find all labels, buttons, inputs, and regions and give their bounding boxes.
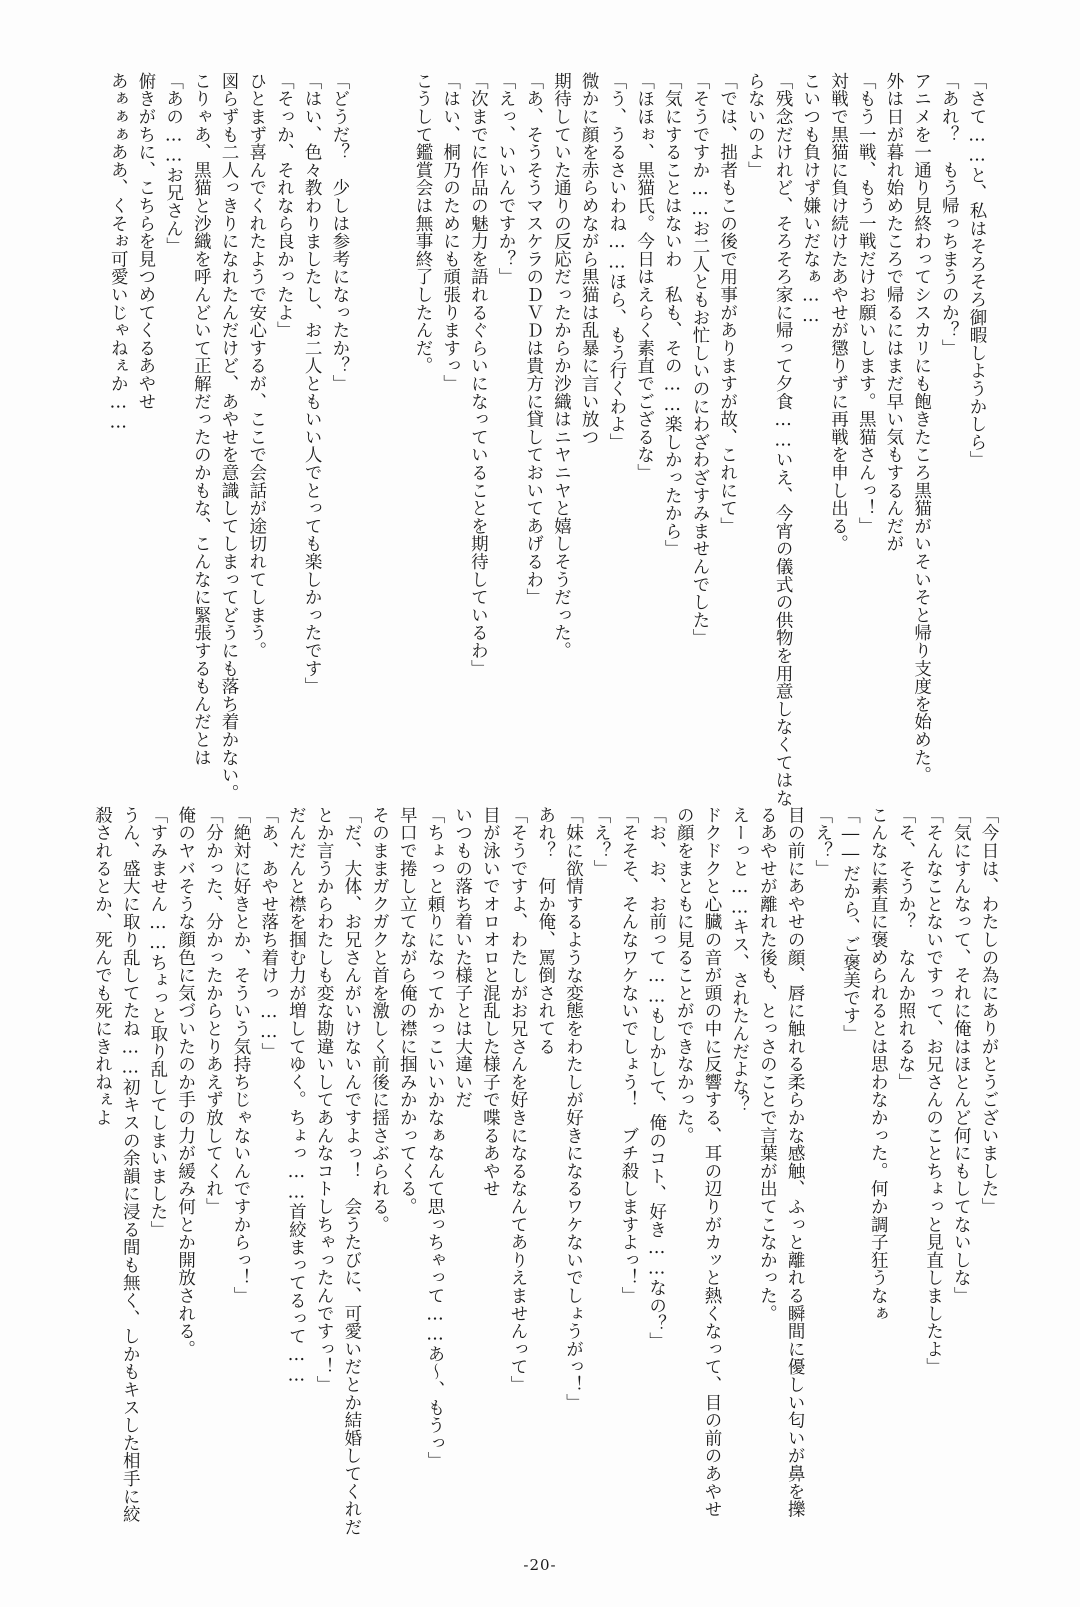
- text-line: 「もう一戦、もう一戦だけお願いします。黒猫さんっ！」: [856, 72, 877, 535]
- text-line: るあやせが離れた後も、とっさのことで言葉が出てこなかった。: [757, 806, 778, 1323]
- page-number: -20-: [523, 1556, 557, 1574]
- text-line: 「気にすることはないわ 私も、その……楽しかったから」: [662, 72, 683, 558]
- text-line: こうして鑑賞会は無事終了したんだ。: [412, 72, 433, 375]
- text-line: 「そんなことないですって、お兄さんのことちょっと見直しましたよ」: [923, 806, 944, 1376]
- text-line: うん、盛大に取り乱してたね……初キスの余韻に浸る間も無く、しかもキスした相手に絞: [120, 806, 141, 1523]
- text-line: 「はい、桐乃のためにも頑張りますっ」: [440, 72, 461, 393]
- text-line: こいつも負けず嫌いだなぁ……: [800, 72, 821, 327]
- text-line: 「今日は、わたしの為にありがとうございました」: [979, 806, 999, 1216]
- text-line: 俯きがちに、こちらを見つめてくるあやせ: [135, 72, 156, 411]
- text-line: あれ？ 何か俺、罵倒されてる: [535, 806, 556, 1056]
- text-line: とか言うからわたしも変な勘違いしてあんなコトしちゃったんですっ！」: [314, 806, 335, 1394]
- text-line: 外は日が暮れ始めたころで帰るにはまだ早い気もするんだが: [883, 72, 904, 553]
- text-line: 「う、うるさいわね……ほら、もう行くわよ」: [606, 72, 627, 451]
- text-line: 「あの……お兄さん」: [163, 72, 184, 255]
- text-line: 「すみません……ちょっと取り乱してしまいました」: [147, 806, 168, 1239]
- text-line: 「では、拙者もこの後で用事がありますが故、これにて」: [717, 72, 738, 535]
- text-line: 「――だから、ご褒美です」: [840, 806, 861, 1043]
- text-line: こんなに素直に褒められるとは思わなかった。何か調子狂うなぁ: [868, 806, 889, 1323]
- text-line: 「え？」: [812, 806, 833, 878]
- text-line: こりゃあ、黒猫と沙織を呼んどいて正解だったのかもな、こんなに緊張するもんだとは: [191, 72, 212, 767]
- text-line: 「絶対に好きとか、そういう気持ちじゃないんですからっ！」: [231, 806, 252, 1305]
- text-line: 「あれ？ もう帰っちまうのか？」: [939, 72, 960, 357]
- text-line: 「そ、そうか？ なんか照れるな」: [895, 806, 916, 1091]
- text-line: 「そうですか……お二人ともお忙しいのにわざわざすみませんでした」: [689, 72, 710, 647]
- text-line: 目の前にあやせの顔、唇に触れる柔らかな感触、ふっと離れる瞬間に優しい匂いが鼻を擽: [785, 806, 806, 1518]
- text-line: 「だ、大体、お兄さんがいけないんですよっ！ 会うたびに、可愛いだとか結婚してくれだ: [341, 806, 362, 1536]
- text-line: 期待していた通りの反応だったからか沙織はニヤニヤと嬉しそうだった。: [551, 72, 572, 660]
- text-line: ドクドクと心臓の音が頭の中に反響する、耳の辺りがカッと熱くなって、目の前のあやせ: [701, 806, 722, 1518]
- text-line: 図らずも二人っきりになれたんだけど、あやせを意識してしまってどうにも落ち着かない。: [219, 72, 240, 802]
- text-line: 「えっ、いいんですか？」: [496, 72, 517, 286]
- text-line: 微かに顔を赤らめながら黒猫は乱暴に言い放つ: [579, 72, 600, 446]
- text-line: 対戦で黒猫に負け続けたあやせが懲りずに再戦を申し出る。: [828, 72, 849, 553]
- text-line: 「そっか、それなら良かったよ」: [274, 72, 295, 339]
- text-line: 早口で捲し立てながら俺の襟に掴みかかってくる。: [397, 806, 418, 1216]
- lower-text-block: [88, 806, 1002, 1536]
- text-line: 「え？」: [591, 806, 612, 878]
- text-line: 目が泳いでオロオロと混乱した様子で喋るあやせ: [480, 806, 501, 1198]
- text-line: 「妹に欲情するような変態をわたしが好きになるワケないでしょうがっ！」: [563, 806, 584, 1412]
- text-line: あぁぁぁああ、くそぉ可愛いじゃねぇか……: [108, 72, 129, 433]
- text-line: [353, 72, 381, 772]
- text-line: 「ちょっと頼りになってかっこいいかなぁなんて思っちゃって……あ～、もうっ」: [424, 806, 445, 1470]
- text-line: 「そうですよ、わたしがお兄さんを好きになるなんてありえませんって」: [508, 806, 529, 1394]
- text-line: アニメを一通り見終わってシスカリにも飽きたころ黒猫がいそいそと帰り支度を始めた。: [911, 72, 932, 784]
- text-line: 「はい、色々教わりましたし、お二人ともいい人でとっても楽しかったです」: [302, 72, 323, 695]
- text-line: 「あ、そうそうマスケラのＤＶＤは貴方に貸しておいてあげるわ」: [523, 72, 544, 606]
- upper-text-block: [104, 72, 991, 807]
- text-line: 「さて……と、私はそろそろ御暇しようかしら」: [967, 72, 987, 469]
- text-line: えーっと……キス、されたんだよな？: [729, 806, 750, 1114]
- text-line: 「お、お、お前って……もしかして、俺のコト、好き……なの？」: [646, 806, 667, 1350]
- text-line: 殺されるとか、死んでも死にきれねぇよ: [92, 806, 113, 1127]
- text-line: 「そそそ、そんなワケないでしょう！ ブチ殺しますよっ！」: [618, 806, 639, 1305]
- text-line: の顔をまともに見ることができなかった。: [674, 806, 695, 1145]
- text-line: だんだんと襟を掴む力が増してゆく。ちょっ……首絞まってるって……: [286, 806, 307, 1386]
- text-line: [381, 72, 409, 772]
- text-line: 「あ、あやせ落ち着けっ……」: [258, 806, 279, 1061]
- text-line: そのままガクガクと首を激しく前後に揺さぶられる。: [369, 806, 390, 1234]
- text-line: 「次までに作品の魅力を語れるぐらいになっていることを期待しているわ」: [468, 72, 489, 678]
- text-line: ひとまず喜んでくれたようで安心するが、ここで会話が途切れてしまう。: [246, 72, 267, 660]
- text-line: 「ほほぉ、黒猫氏。今日はえらく素直でござるな」: [634, 72, 655, 482]
- text-line: 「分かった、分かったからとりあえず放してくれ」: [203, 806, 224, 1216]
- text-line: らないのよ」: [745, 72, 766, 179]
- text-line: 「残念だけれど、そろそろ家に帰って夕食……いえ、今宵の儀式の供物を用意しなくてはな: [773, 72, 794, 807]
- text-line: いつもの落ち着いた様子とは大違いだ: [452, 806, 473, 1109]
- text-line: 「どうだ？ 少しは参考になったか？」: [329, 72, 350, 393]
- text-line: 俺のヤバそうな顔色に気づいたのか手の力が緩み何とか開放される。: [175, 806, 196, 1358]
- text-line: 「気にすんなって、それに俺はほとんど何にもしてないしな」: [951, 806, 972, 1305]
